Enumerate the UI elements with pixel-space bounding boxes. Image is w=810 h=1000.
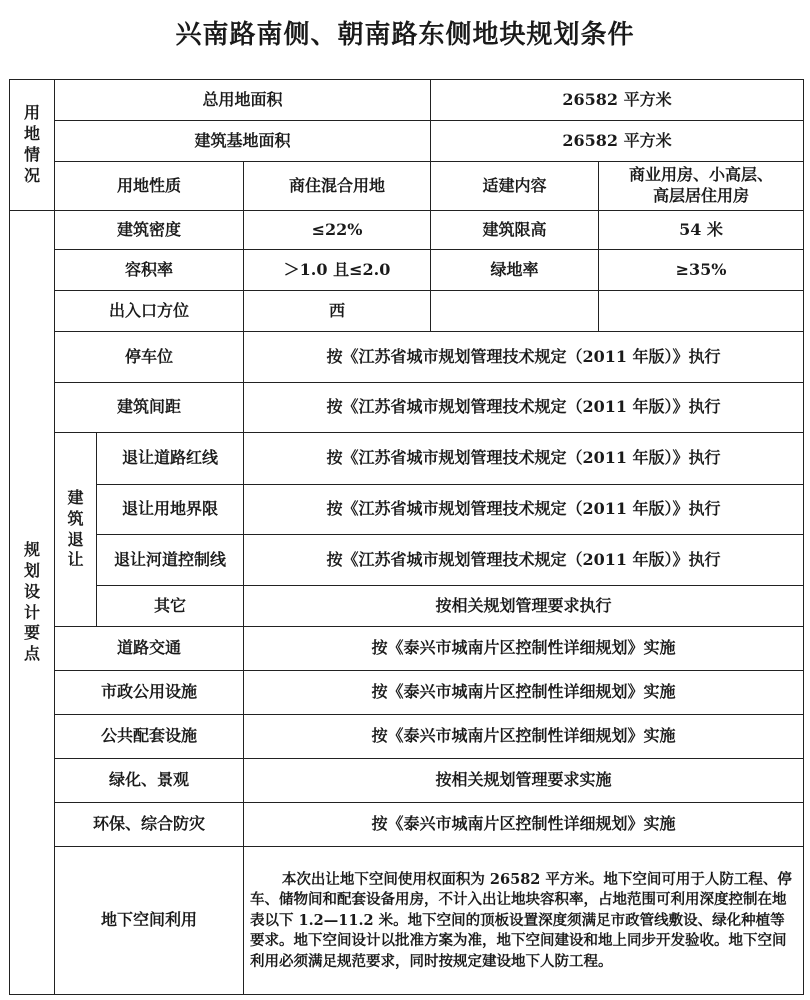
parking-label: 停车位 (55, 332, 244, 383)
base-area-value: 26582 平方米 (431, 121, 804, 162)
total-area-value: 26582 平方米 (431, 80, 804, 121)
buildable-content-value: 商业用房、小高层、 高层居住用房 (599, 162, 804, 211)
spacing-label: 建筑间距 (55, 383, 244, 433)
setback-river-value: 按《江苏省城市规划管理技术规定（2011 年版）》执行 (244, 535, 804, 586)
greening-value: 按相关规划管理要求实施 (244, 759, 804, 803)
planning-conditions-table (9, 79, 804, 995)
height-limit-label: 建筑限高 (431, 211, 599, 250)
setback-river-label: 退让河道控制线 (97, 535, 244, 586)
buildable-content-label: 适建内容 (431, 162, 599, 211)
table-row (10, 715, 804, 759)
table-row (10, 485, 804, 535)
entrance-value: 西 (244, 291, 431, 332)
traffic-label: 道路交通 (55, 627, 244, 671)
table-row (10, 535, 804, 586)
table-row (10, 162, 804, 211)
spacing-value: 按《江苏省城市规划管理技术规定（2011 年版）》执行 (244, 383, 804, 433)
municipal-value: 按《泰兴市城南片区控制性详细规划》实施 (244, 671, 804, 715)
table-row (10, 847, 804, 995)
empty-cell (431, 291, 599, 332)
table-row (10, 759, 804, 803)
density-label: 建筑密度 (55, 211, 244, 250)
public-facilities-label: 公共配套设施 (55, 715, 244, 759)
page-title: 兴南路南侧、朝南路东侧地块规划条件 (175, 20, 635, 50)
environment-label: 环保、综合防灾 (55, 803, 244, 847)
setback-section-header: 建 筑 退 让 (55, 433, 97, 627)
setback-road-value: 按《江苏省城市规划管理技术规定（2011 年版）》执行 (244, 433, 804, 485)
far-value: ＞1.0 且≤2.0 (244, 250, 431, 291)
environment-value: 按《泰兴市城南片区控制性详细规划》实施 (244, 803, 804, 847)
setback-land-value: 按《江苏省城市规划管理技术规定（2011 年版）》执行 (244, 485, 804, 535)
entrance-label: 出入口方位 (55, 291, 244, 332)
underground-label: 地下空间利用 (55, 847, 244, 995)
green-ratio-label: 绿地率 (431, 250, 599, 291)
base-area-label: 建筑基地面积 (55, 121, 431, 162)
traffic-value: 按《泰兴市城南片区控制性详细规划》实施 (244, 627, 804, 671)
table-row (10, 803, 804, 847)
table-row (10, 250, 804, 291)
table-row (10, 121, 804, 162)
table-row (10, 211, 804, 250)
table-row (10, 627, 804, 671)
height-limit-value: 54 米 (599, 211, 804, 250)
density-value: ≤22% (244, 211, 431, 250)
land-nature-value: 商住混合用地 (244, 162, 431, 211)
setback-road-label: 退让道路红线 (97, 433, 244, 485)
planning-section-header: 规 划 设 计 要 点 (10, 211, 55, 995)
municipal-label: 市政公用设施 (55, 671, 244, 715)
table-row (10, 671, 804, 715)
table-row (10, 291, 804, 332)
table-row (10, 586, 804, 627)
land-nature-label: 用地性质 (55, 162, 244, 211)
far-label: 容积率 (55, 250, 244, 291)
public-facilities-value: 按《泰兴市城南片区控制性详细规划》实施 (244, 715, 804, 759)
setback-land-label: 退让用地界限 (97, 485, 244, 535)
green-ratio-value: ≥35% (599, 250, 804, 291)
underground-value: 本次出让地下空间使用权面积为 26582 平方米。地下空间可用于人防工程、停车、储物间和配套设备用房，不计入出让地块容积率，占地范围可利用深度控制在地表以下 1.2—11.2 米。地下空间的顶板设置深度须满足市政管线敷设、绿化种植等要求。地下空间设计以批准方案为准，地下空间建设和地上同步开发验收。地下空间利用必须满足规范要求，同时按规定建设地下人防工程。 (244, 847, 804, 995)
total-area-label: 总用地面积 (55, 80, 431, 121)
parking-value: 按《江苏省城市规划管理技术规定（2011 年版）》执行 (244, 332, 804, 383)
other-value: 按相关规划管理要求执行 (244, 586, 804, 627)
table-row (10, 433, 804, 485)
empty-cell (599, 291, 804, 332)
table-row (10, 332, 804, 383)
land-use-section-header: 用 地 情 况 (10, 80, 55, 211)
table-row (10, 383, 804, 433)
greening-label: 绿化、景观 (55, 759, 244, 803)
table-row (10, 80, 804, 121)
other-label: 其它 (97, 586, 244, 627)
